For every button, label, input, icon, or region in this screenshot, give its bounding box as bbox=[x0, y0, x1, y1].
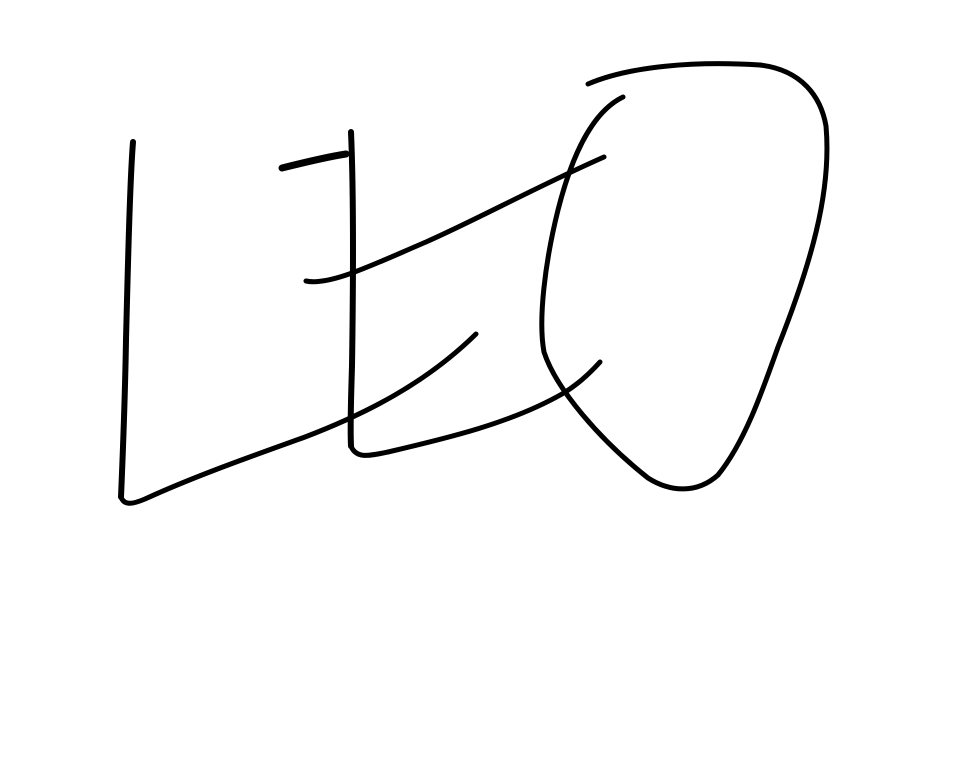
e-stroke-vertical bbox=[351, 132, 353, 446]
